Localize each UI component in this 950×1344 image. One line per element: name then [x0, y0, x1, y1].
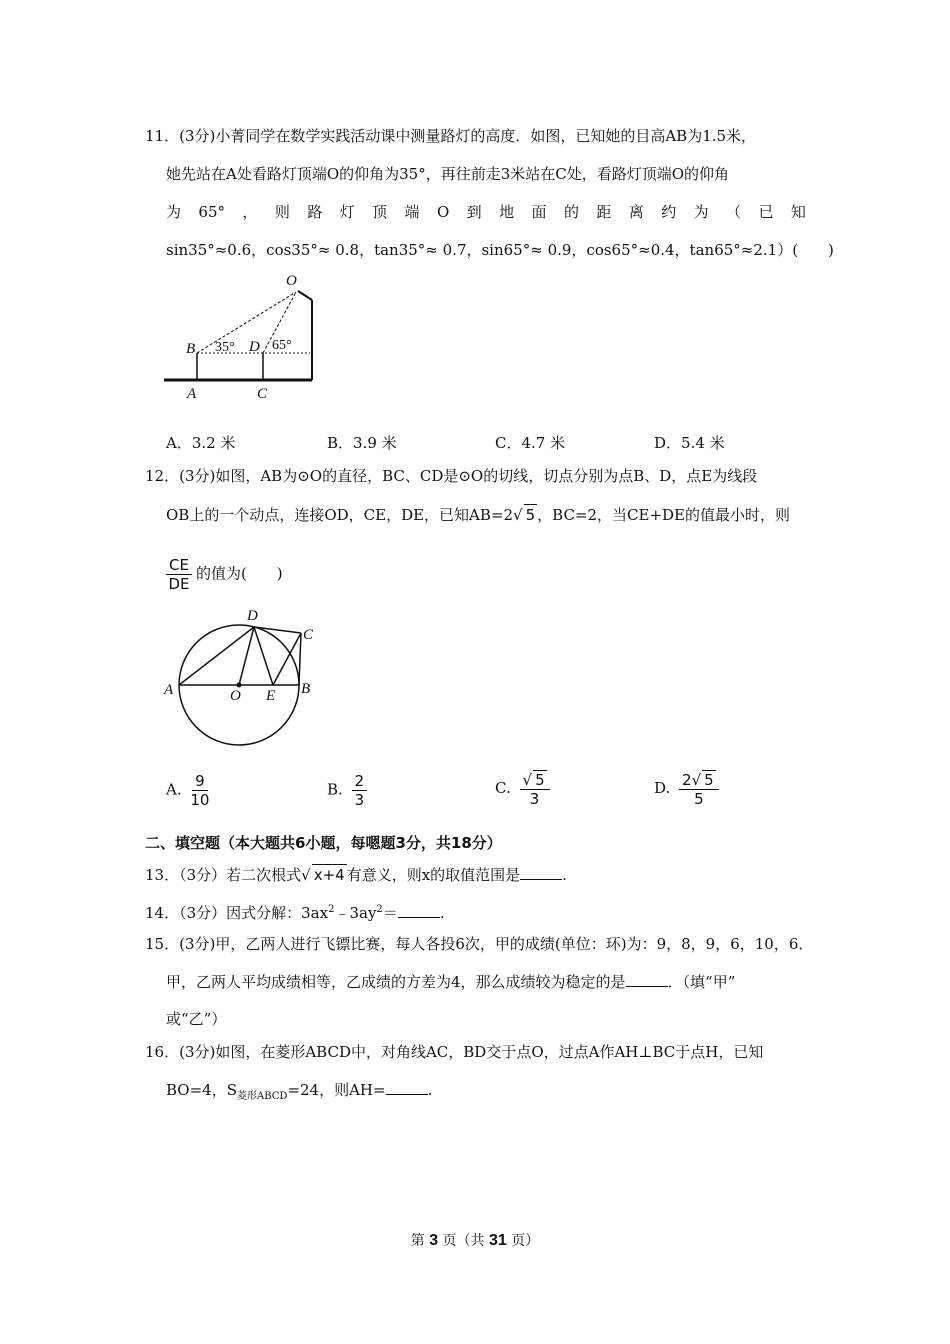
q11-option-a[interactable]: A．3.2 米: [166, 434, 236, 452]
q11-line3-token: 的: [563, 203, 579, 221]
q16-sub: 菱形ABCD: [237, 1091, 288, 1102]
q11-line3-token: 约: [661, 203, 677, 221]
label-D: D: [249, 339, 260, 355]
q14-b: ﹣3ay: [334, 904, 377, 922]
q16-line1: 16．(3分)如图，在菱形ABCD中，对角线AC，BD交于点O，过点A作AH⊥BC于点H，已知: [145, 1043, 764, 1061]
q13-radicand: x+4: [313, 866, 345, 884]
q16-answer-blank[interactable]: [386, 1080, 428, 1095]
label-D: D: [247, 608, 258, 624]
q11-line3-token: 灯: [339, 203, 355, 221]
label-A: A: [187, 386, 197, 402]
q14-c: ＝: [382, 904, 398, 922]
q16-line2-start: BO=4，S: [166, 1081, 237, 1099]
q11-line3-token: 面: [531, 203, 547, 221]
q15-line2: [166, 972, 735, 992]
q11-line3-token: 路: [307, 203, 323, 221]
q11-line3-token: 为: [166, 203, 182, 221]
q11-line3-token: 已: [758, 203, 774, 221]
q11-option-d[interactable]: D．5.4 米: [654, 434, 725, 452]
q12-line1-rest: AB为⊙O的直径，BC、CD是⊙O的切线，切点分别为点B、D，点E为线段: [260, 467, 758, 485]
q11-line3-token: 离: [628, 203, 644, 221]
angle-35: 35°: [215, 340, 235, 355]
q11-line1: 11．(3分)小菁同学在数学实践活动课中测量路灯的高度．如图，已知她的目高AB为1.5米，: [145, 127, 757, 145]
q14: [145, 900, 445, 923]
q12-figure: [160, 600, 330, 750]
label-O: O: [230, 688, 241, 704]
option-label: A.: [166, 780, 182, 799]
q13-mid: 有意义，则x的取值范围是: [346, 866, 521, 884]
label-A: A: [164, 682, 174, 698]
option-num: 9: [192, 772, 208, 791]
q11-line2: 她先站在A处看路灯顶端O的仰角为35°，再往前走3米站在C处，看路灯顶端O的仰角: [166, 165, 730, 183]
q11-option-c[interactable]: C．4.7 米: [495, 434, 566, 452]
angle-65: 65°: [272, 338, 292, 353]
q11-line3-token: 顶: [372, 203, 388, 221]
q12-line1-start: 12．(3分)如图，: [145, 467, 261, 485]
q14-sup1: 2: [328, 904, 335, 915]
label-C: C: [257, 386, 268, 402]
q11-line3-token: 距: [596, 203, 612, 221]
q15-line2-start: 甲，乙两人平均成绩相等，乙成绩的方差为4，那么成绩较为稳定的是: [166, 973, 626, 991]
label-B: B: [186, 341, 196, 357]
q12-line1: [145, 466, 757, 486]
label-B: B: [301, 681, 311, 697]
option-den: 3: [529, 790, 540, 808]
q12-option-a[interactable]: [166, 772, 213, 809]
footer-b: 页（共: [438, 1233, 489, 1249]
page-number: 3: [429, 1232, 439, 1249]
q12-line2-rest: ，BC=2，当CE+DE的值最小时，则: [537, 506, 791, 524]
q11-line3-token: 端: [404, 203, 420, 221]
q15-line3: 或“乙”）: [166, 1010, 227, 1028]
q13-start: 13．（3分）若二次根式: [145, 866, 302, 884]
q15-line1: 15．(3分)甲，乙两人进行飞镖比赛，每人各投6次，甲的成绩(单位：环)为：9，8，9，6，10，6．: [145, 935, 814, 953]
q14-sup2: 2: [376, 904, 383, 915]
option-den: 5: [694, 790, 704, 808]
q12-line3-text: 的值为( ): [195, 564, 283, 583]
q13-end: .: [562, 866, 567, 884]
q16-line2: [166, 1080, 432, 1107]
option-den: 3: [354, 791, 365, 809]
q14-answer-blank[interactable]: [398, 903, 440, 918]
q12-option-d[interactable]: D. $\frac{2√ 5}{5}$: [654, 770, 723, 808]
q11-line3-token: O: [436, 203, 450, 221]
footer-c: 页）: [506, 1233, 540, 1249]
option-label: D.: [654, 779, 671, 797]
q15-answer-blank[interactable]: [626, 972, 668, 987]
q12-option-b[interactable]: [327, 772, 371, 809]
q12-line2-start: OB上的一个动点，连接OD，CE，DE，已知AB=2: [166, 506, 514, 524]
q12-line2: OB上的一个动点，连接OD，CE，DE，已知AB=2√ 5 ，BC=2，当CE+DE的值最小时，则: [166, 506, 791, 524]
q11-line3-token: 65°: [198, 203, 226, 221]
q14-d: .: [439, 904, 445, 922]
label-C: C: [303, 627, 314, 643]
q11-line3-token: 知: [790, 203, 806, 221]
option-num-coef: 2: [682, 771, 692, 789]
q11-line3-token: 则: [274, 203, 290, 221]
q13-answer-blank[interactable]: [520, 865, 562, 880]
q12-line3: [162, 556, 283, 593]
q11-line3-token: 为: [693, 203, 709, 221]
q11-line3-token: 地: [499, 203, 515, 221]
q11-line3-token: （: [726, 203, 742, 221]
option-num-rad: 5: [535, 771, 545, 789]
q14-a: 14．（3分）因式分解：3ax: [145, 904, 329, 922]
q11-line3-token: ，: [242, 203, 258, 221]
label-E: E: [266, 688, 276, 704]
option-den: 10: [190, 791, 210, 809]
q12-option-c[interactable]: C. $\frac{√ 5}{3}$: [495, 770, 554, 808]
option-label: B.: [327, 780, 343, 799]
q16-line2-end: .: [427, 1081, 433, 1099]
frac-de: DE: [168, 575, 190, 593]
q11-figure: [160, 265, 330, 405]
option-num-rad: 5: [704, 771, 714, 789]
q11-line3: [166, 202, 806, 222]
q16-line2-mid: =24，则AH=: [287, 1081, 386, 1099]
label-O: O: [286, 273, 297, 289]
q13: 13．（3分）若二次根式√ x+4 有意义，则x的取值范围是 .: [145, 866, 567, 884]
q11-line3-token: 到: [466, 203, 482, 221]
section-title: 二、填空题（本大题共6小题，每嗯题3分，共18分）: [145, 834, 502, 852]
q11-line4: sin35°≈0.6，cos35°≈ 0.8，tan35°≈ 0.7，sin65°≈ 0.9，cos65°≈0.4，tan65°≈2.1）( ): [166, 241, 834, 259]
option-label: C.: [495, 779, 511, 797]
q12-radicand: 5: [525, 506, 536, 524]
footer-a: 第: [410, 1233, 430, 1249]
frac-ce: CE: [166, 556, 192, 575]
option-num: 2: [352, 772, 368, 791]
total-pages: 31: [489, 1232, 507, 1249]
q15-line2-end: ．（填“甲”: [667, 973, 736, 991]
page-footer: [0, 1230, 950, 1250]
q11-option-b[interactable]: B．3.9 米: [327, 434, 397, 452]
